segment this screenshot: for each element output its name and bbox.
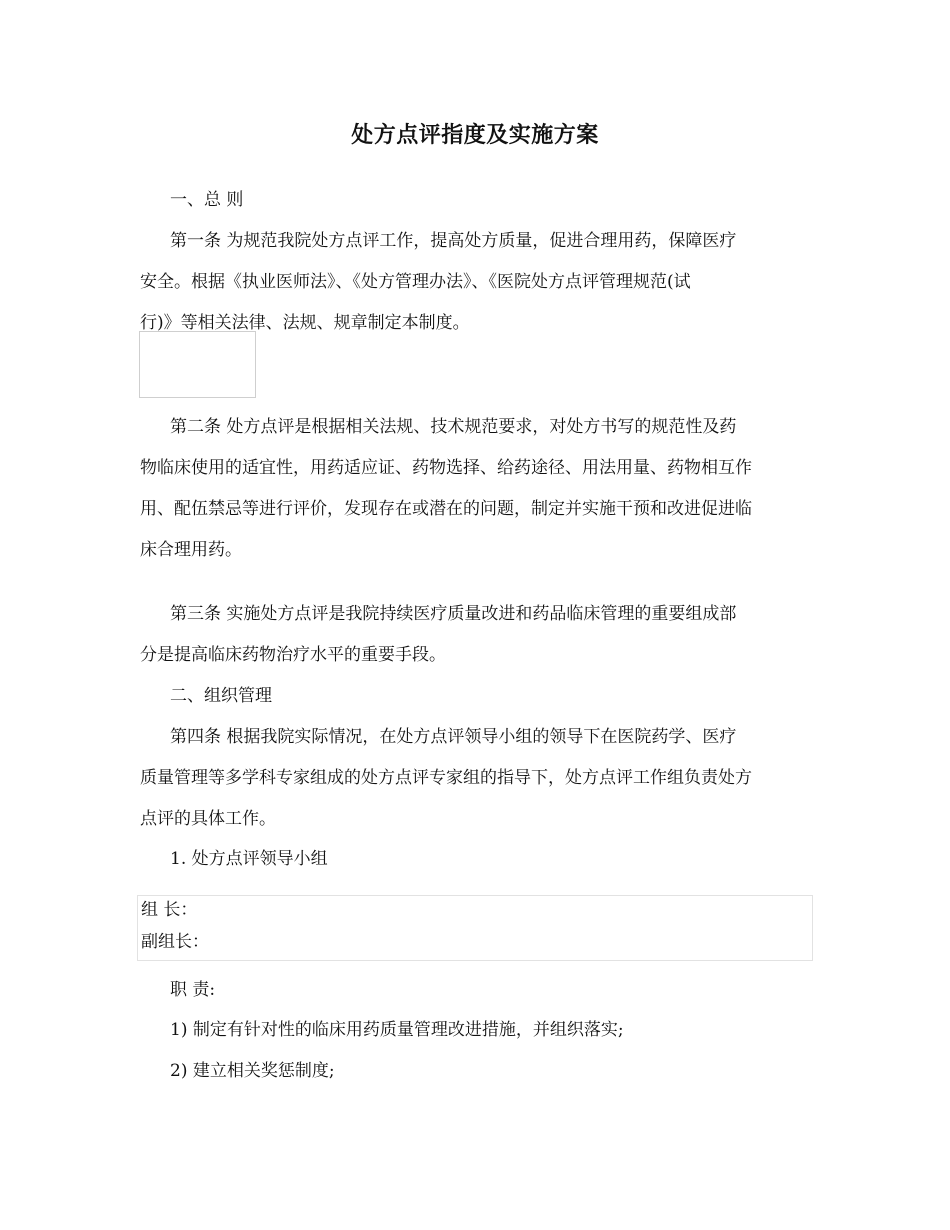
article-1-line-2: 安全。根据《执业医师法》、《处方管理办法》、《医院处方点评管理规范(试 bbox=[140, 272, 691, 292]
duty-item-1: 1) 制定有针对性的临床用药质量管理改进措施，并组织落实; bbox=[170, 1020, 624, 1040]
section-heading-general: 一、总 则 bbox=[170, 190, 244, 210]
article-2-line-3: 用、配伍禁忌等进行评价，发现存在或潜在的问题，制定并实施干预和改进促进临 bbox=[140, 499, 752, 519]
duty-item-2: 2) 建立相关奖惩制度; bbox=[170, 1061, 335, 1081]
article-3-line-2: 分是提高临床药物治疗水平的重要手段。 bbox=[140, 645, 446, 665]
article-3-line-1: 第三条 实施处方点评是我院持续医疗质量改进和药品临床管理的重要组成部 bbox=[170, 604, 737, 624]
document-title: 处方点评指度及实施方案 bbox=[351, 122, 599, 148]
leader-table bbox=[137, 895, 813, 961]
article-1-line-1: 第一条 为规范我院处方点评工作，提高处方质量，促进合理用药，保障医疗 bbox=[170, 231, 737, 251]
leader-label: 组 长： bbox=[141, 900, 198, 920]
article-4-line-1: 第四条 根据我院实际情况，在处方点评领导小组的领导下在医院药学、医疗 bbox=[170, 727, 737, 747]
section-heading-organization: 二、组织管理 bbox=[170, 686, 272, 706]
item-1-heading: 1. 处方点评领导小组 bbox=[170, 849, 328, 869]
article-2-line-1: 第二条 处方点评是根据相关法规、技术规范要求，对处方书写的规范性及药 bbox=[170, 417, 737, 437]
article-1-line-3: 行)》等相关法律、法规、规章制定本制度。 bbox=[140, 313, 470, 333]
image-placeholder bbox=[139, 331, 256, 398]
deputy-leader-label: 副组长： bbox=[141, 932, 209, 952]
article-4-line-2: 质量管理等多学科专家组成的处方点评专家组的指导下，处方点评工作组负责处方 bbox=[140, 768, 752, 788]
article-4-line-3: 点评的具体工作。 bbox=[140, 809, 276, 829]
article-2-line-2: 物临床使用的适宜性，用药适应证、药物选择、给药途径、用法用量、药物相互作 bbox=[140, 458, 752, 478]
article-2-line-4: 床合理用药。 bbox=[140, 540, 242, 560]
duties-heading: 职 责: bbox=[170, 980, 216, 1000]
